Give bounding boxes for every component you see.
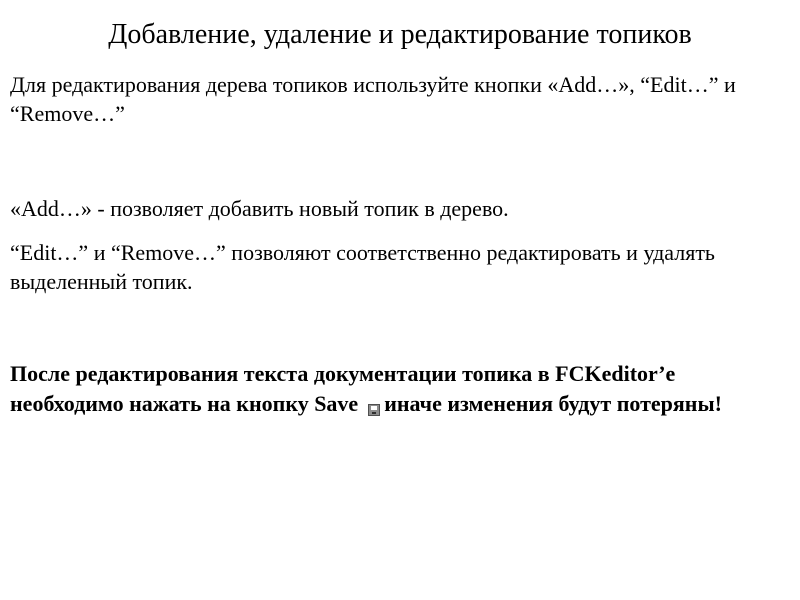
edit-remove-description: “Edit…” и “Remove…” позволяют соответственно редактировать и удалять выделенный топик. <box>10 240 715 294</box>
floppy-disk-save-icon <box>368 404 380 416</box>
slide-title: Добавление, удаление и редактирование топиков <box>108 19 692 50</box>
save-warning-text-after: иначе изменения будут потеряны! <box>384 391 722 416</box>
intro-paragraph: Для редактирования дерева топиков используйте кнопки «Add…», “Edit…” и “Remove…” <box>10 72 736 126</box>
save-warning <box>10 359 785 419</box>
save-warning-text-before: После редактирования текста документации топика в FCKeditor’е необходимо нажать на кнопку Save <box>10 361 676 416</box>
add-description: «Add…» - позволяет добавить новый топик в дерево. <box>10 196 509 221</box>
